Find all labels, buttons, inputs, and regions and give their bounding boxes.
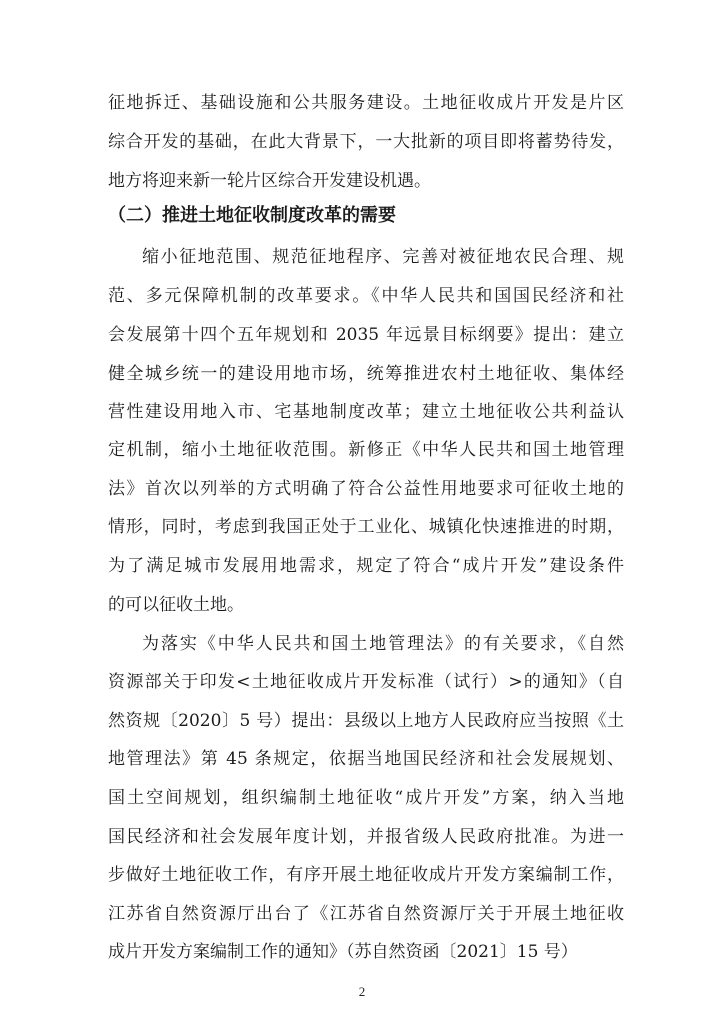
paragraph-line: 地管理法》第 45 条规定，依据当地国民经济和社会发展规划、 bbox=[108, 749, 624, 769]
paragraph-line: 综合开发的基础，在此大背景下，一大批新的项目即将蓄势待发， bbox=[108, 132, 624, 152]
paragraph-line: 国土空间规划，组织编制土地征收“成片开发”方案，纳入当地 bbox=[108, 788, 624, 808]
paragraph-line: 步做好土地征收工作，有序开展土地征收成片开发方案编制工作， bbox=[108, 865, 624, 885]
paragraph-line: 法》首次以列举的方式明确了符合公益性用地要求可征收土地的 bbox=[108, 479, 624, 499]
paragraph-line: 江苏省自然资源厅出台了《江苏省自然资源厅关于开展土地征收 bbox=[108, 904, 624, 924]
section-heading: （二）推进土地征收制度改革的需要 bbox=[108, 205, 396, 226]
paragraph-line: 健全城乡统一的建设用地市场，统筹推进农村土地征收、集体经 bbox=[108, 364, 624, 384]
paragraph-line: 营性建设用地入市、宅基地制度改革；建立土地征收公共利益认 bbox=[108, 402, 624, 422]
paragraph-line: 为了满足城市发展用地需求，规定了符合“成片开发”建设条件 bbox=[108, 556, 624, 576]
paragraph-line: 然资规〔2020〕5 号）提出：县级以上地方人民政府应当按照《土 bbox=[108, 711, 624, 731]
page-number: 2 bbox=[358, 984, 366, 999]
paragraph-line: 征地拆迁、基础设施和公共服务建设。土地征收成片开发是片区 bbox=[108, 93, 624, 113]
paragraph-line: 范、多元保障机制的改革要求。《中华人民共和国国民经济和社 bbox=[108, 286, 624, 306]
paragraph-line: 资源部关于印发<土地征收成片开发标准（试行）>的通知》（自 bbox=[108, 672, 624, 692]
paragraph-line: 情形，同时，考虑到我国正处于工业化、城镇化快速推进的时期， bbox=[108, 517, 624, 537]
paragraph-line: 会发展第十四个五年规划和 2035 年远景目标纲要》提出：建立 bbox=[108, 325, 624, 345]
paragraph-line: 地方将迎来新一轮片区综合开发建设机遇。 bbox=[108, 171, 431, 191]
paragraph-line: 定机制，缩小土地征收范围。新修正《中华人民共和国土地管理 bbox=[108, 440, 624, 460]
paragraph-line: 的可以征收土地。 bbox=[108, 595, 244, 615]
paragraph-line: 成片开发方案编制工作的通知》（苏自然资函〔2021〕15 号） bbox=[108, 942, 578, 962]
paragraph-line: 为落实《中华人民共和国土地管理法》的有关要求，《自然 bbox=[142, 634, 624, 654]
paragraph-line: 缩小征地范围、规范征地程序、完善对被征地农民合理、规 bbox=[142, 247, 624, 267]
paragraph-line: 国民经济和社会发展年度计划，并报省级人民政府批准。为进一 bbox=[108, 827, 624, 847]
